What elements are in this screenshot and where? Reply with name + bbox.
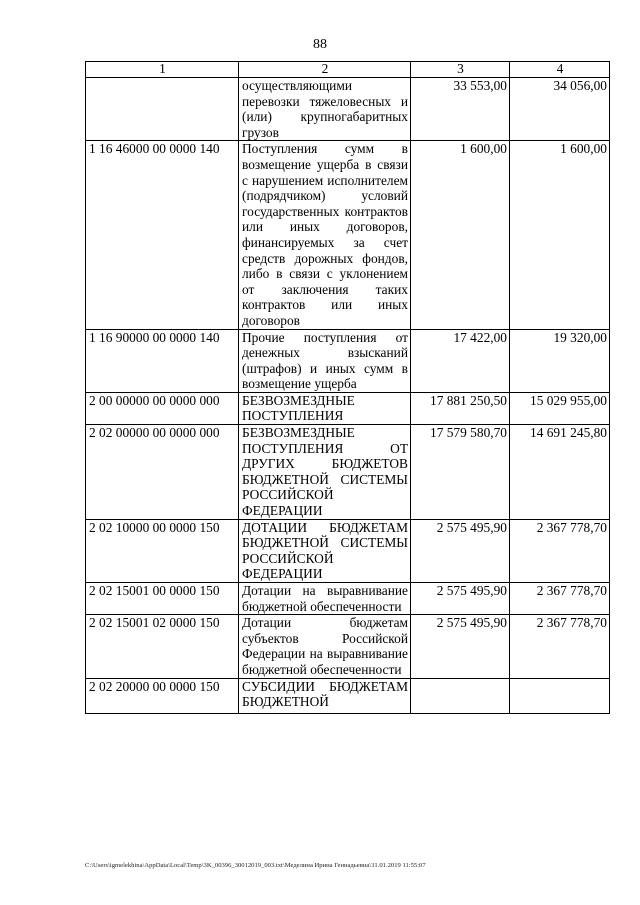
table-row <box>86 425 610 520</box>
table-header-row <box>86 62 610 78</box>
revenue-name: Поступления сумм в возмещение ущерба в связи с нарушением исполнителем (подрядчиком) условий государственных контрактов или иных договоров, финансируемых за счет средств дорожных фондов, либо в связи с уклонением от заключения таких контрактов или иных договоров <box>239 141 411 329</box>
amount-col4: 34 056,00 <box>510 78 610 141</box>
revenue-name: Дотации бюджетам субъектов Российской Федерации на выравнивание бюджетной обеспеченности <box>239 615 411 678</box>
amount-col3 <box>411 678 510 713</box>
page-number: 88 <box>313 37 327 52</box>
column-header: 2 <box>239 62 411 78</box>
budget-code <box>86 78 239 141</box>
amount-col3: 17 422,00 <box>411 329 510 392</box>
budget-code: 2 02 20000 00 0000 150 <box>86 678 239 713</box>
amount-col3: 2 575 495,90 <box>411 519 510 582</box>
budget-code: 1 16 90000 00 0000 140 <box>86 329 239 392</box>
revenue-name: Прочие поступления от денежных взысканий (штрафов) и иных сумм в возмещение ущерба <box>239 329 411 392</box>
amount-col3: 2 575 495,90 <box>411 615 510 678</box>
table-row <box>86 329 610 392</box>
budget-code: 2 02 00000 00 0000 000 <box>86 425 239 520</box>
table-row <box>86 78 610 141</box>
budget-revenue-table <box>85 61 610 714</box>
table-row <box>86 583 610 615</box>
budget-code: 2 02 15001 00 0000 150 <box>86 583 239 615</box>
budget-code: 1 16 46000 00 0000 140 <box>86 141 239 329</box>
budget-code: 2 00 00000 00 0000 000 <box>86 392 239 424</box>
revenue-name: осуществляющими перевозки тяжеловесных и (или) крупногабаритных грузов <box>239 78 411 141</box>
amount-col3: 17 881 250,50 <box>411 392 510 424</box>
revenue-name: ДОТАЦИИ БЮДЖЕТАМ БЮДЖЕТНОЙ СИСТЕМЫ РОССИЙСКОЙ ФЕДЕРАЦИИ <box>239 519 411 582</box>
table-row <box>86 519 610 582</box>
amount-col4 <box>510 678 610 713</box>
amount-col4: 14 691 245,80 <box>510 425 610 520</box>
table-row <box>86 678 610 713</box>
budget-code: 2 02 15001 02 0000 150 <box>86 615 239 678</box>
amount-col4: 19 320,00 <box>510 329 610 392</box>
budget-code: 2 02 10000 00 0000 150 <box>86 519 239 582</box>
amount-col4: 2 367 778,70 <box>510 583 610 615</box>
amount-col3: 17 579 580,70 <box>411 425 510 520</box>
table-row <box>86 392 610 424</box>
revenue-name: БЕЗВОЗМЕЗДНЫЕ ПОСТУПЛЕНИЯ ОТ ДРУГИХ БЮДЖЕТОВ БЮДЖЕТНОЙ СИСТЕМЫ РОССИЙСКОЙ ФЕДЕРАЦИИ <box>239 425 411 520</box>
column-header: 4 <box>510 62 610 78</box>
table-row <box>86 141 610 329</box>
amount-col4: 2 367 778,70 <box>510 615 610 678</box>
amount-col4: 1 600,00 <box>510 141 610 329</box>
revenue-name: СУБСИДИИ БЮДЖЕТАМ БЮДЖЕТНОЙ <box>239 678 411 713</box>
column-header: 3 <box>411 62 510 78</box>
table-row <box>86 615 610 678</box>
file-path-footer: C:\Users\igmelekhina\AppData\Local\Temp\3K_00396_30012019_003.txt\Меделина Ирина Геннадьевна\31.01.2019 11:55:07 <box>85 862 426 869</box>
revenue-name: БЕЗВОЗМЕЗДНЫЕ ПОСТУПЛЕНИЯ <box>239 392 411 424</box>
amount-col3: 1 600,00 <box>411 141 510 329</box>
amount-col4: 15 029 955,00 <box>510 392 610 424</box>
amount-col3: 2 575 495,90 <box>411 583 510 615</box>
amount-col3: 33 553,00 <box>411 78 510 141</box>
column-header: 1 <box>86 62 239 78</box>
amount-col4: 2 367 778,70 <box>510 519 610 582</box>
revenue-name: Дотации на выравнивание бюджетной обеспеченности <box>239 583 411 615</box>
